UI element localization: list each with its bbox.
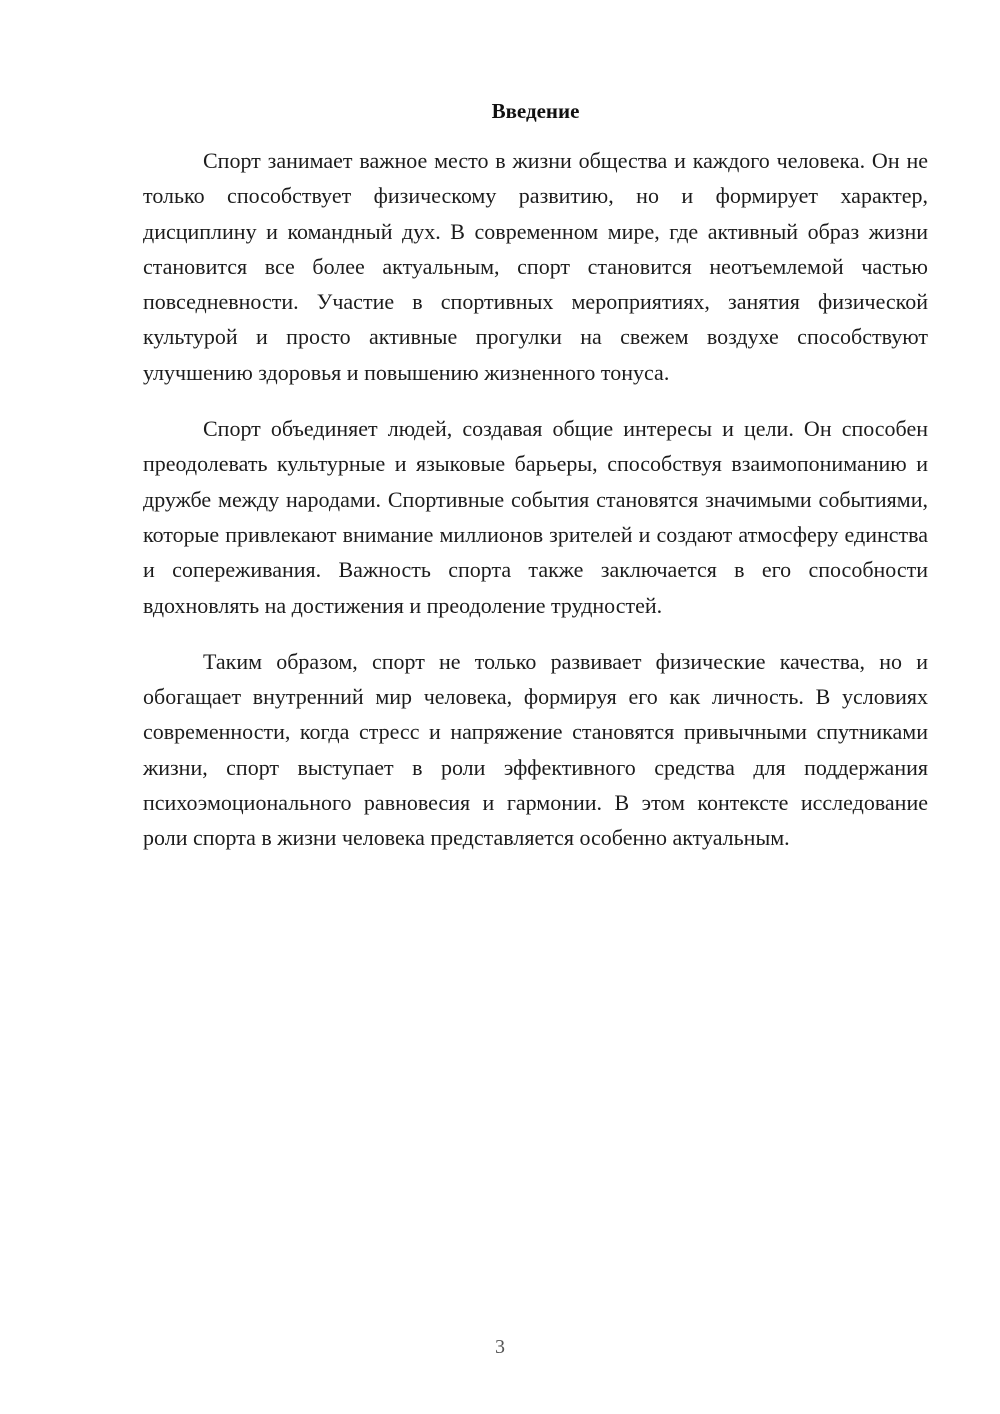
page-number: 3	[495, 1336, 505, 1358]
paragraph-3: Таким образом, спорт не только развивает физические качества, но и обогащает внутренний мир человека, формируя его как личность. В условиях современности, когда стресс и напряжение становятся привычными спутниками жизни, спорт выступает в роли эффективного средства для поддержания психоэмоционального равновесия и гармонии. В этом контексте исследование роли спорта в жизни человека представляется особенно актуальным.	[143, 648, 928, 851]
body-text	[143, 143, 928, 877]
paragraph-1: Спорт занимает важное место в жизни общества и каждого человека. Он не только способствует физическому развитию, но и формирует характер, дисциплину и командный дух. В современном мире, где активный образ жизни становится все более актуальным, спорт становится неотъемлемой частью повседневности. Участие в спортивных мероприятиях, занятия физической культурой и просто активные прогулки на свежем воздухе способствуют улучшению здоровья и повышению жизненного тонуса.	[143, 148, 928, 385]
paragraph-2: Спорт объединяет людей, создавая общие интересы и цели. Он способен преодолевать культурные и языковые барьеры, способствуя взаимопониманию и дружбе между народами. Спортивные события становятся значимыми событиями, которые привлекают внимание миллионов зрителей и создают атмосферу единства и сопереживания. Важность спорта также заключается в его способности вдохновлять на достижения и преодоление трудностей.	[143, 416, 928, 618]
section-title: Введение	[491, 99, 580, 123]
